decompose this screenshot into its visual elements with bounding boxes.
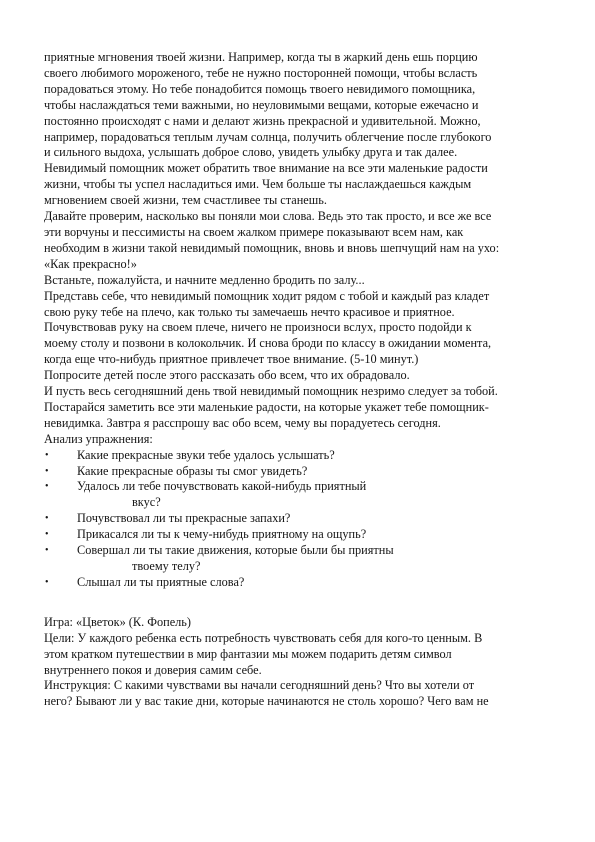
paragraph	[44, 289, 556, 369]
bullet-icon: •	[45, 481, 49, 493]
list-item-text: Почувствовал ли ты прекрасные запахи?	[77, 511, 291, 526]
text-line: внутреннего покоя и доверия самим себе.	[44, 662, 262, 677]
text-line: порадоваться этому. Но тебе понадобится помощь твоего невидимого помощника,	[44, 81, 476, 96]
list-item	[44, 448, 556, 464]
text-line: него? Бывают ли у вас такие дни, которые начинаются не столь хорошо? Чего вам не	[44, 694, 489, 709]
text-line: жизни, чтобы ты успел насладиться ими. Чем больше ты наслаждаешься каждым	[44, 177, 472, 192]
text-line: и сильного выдоха, услышать доброе слово, увидеть улыбку друга и так далее.	[44, 145, 458, 160]
goals-label: Цели:	[44, 630, 75, 645]
list-item-text: Удалось ли тебе почувствовать какой-нибудь приятный	[77, 479, 367, 494]
list-item	[44, 543, 556, 575]
analysis-heading: Анализ упражнения:	[44, 431, 153, 446]
document-page	[44, 50, 556, 710]
text-line: Давайте проверим, насколько вы поняли мои слова. Ведь это так просто, и все же все	[44, 209, 492, 224]
text-line: чтобы наслаждаться теми важными, но неуловимыми вещами, которые ежечасно и	[44, 97, 479, 112]
text-line: мгновением своей жизни, тем счастливее ты станешь.	[44, 193, 327, 208]
list-item-text-continuation: твоему телу?	[132, 559, 201, 573]
text-line: эти ворчуны и пессимисты на своем жалком примере показывают всем нам, как	[44, 224, 464, 239]
text-line: Почувствовав руку на своем плече, ничего не произноси вслух, просто подойди к	[44, 320, 472, 335]
text-line: необходим в жизни такой невидимый помощник, вновь и вновь шепчущий нам на ухо:	[44, 240, 500, 255]
list-item	[44, 511, 556, 527]
text-line: приятные мгновения твоей жизни. Например, когда ты в жаркий день ешь порцию	[44, 50, 478, 64]
paragraph	[44, 209, 556, 273]
text-line: Встаньте, пожалуйста, и начните медленно бродить по залу...	[44, 272, 365, 287]
bullet-icon: •	[45, 545, 49, 557]
text-line: например, порадоваться теплым лучам солнца, получить облегчение после глубокого	[44, 129, 492, 144]
paragraph	[44, 368, 556, 384]
text-line: свою руку тебе на плечо, как только ты замечаешь нечто красивое и приятное.	[44, 304, 455, 319]
list-item-text: Какие прекрасные образы ты смог увидеть?	[77, 463, 308, 478]
text-line	[44, 678, 556, 694]
text-line	[44, 631, 556, 647]
list-item	[44, 479, 556, 511]
instruction-label: Инструкция:	[44, 678, 111, 693]
text-line: когда еще что-нибудь приятное привлечет твое внимание. (5-10 минут.)	[44, 352, 419, 367]
list-item	[44, 527, 556, 543]
list-item-text: Совершал ли ты такие движения, которые были бы приятны	[77, 543, 394, 558]
section-spacer	[44, 591, 556, 615]
text-line: Невидимый помощник может обратить твое внимание на все эти маленькие радости	[44, 161, 488, 176]
analysis-list	[44, 448, 556, 591]
text-line: Попросите детей после этого рассказать обо всем, что их обрадовало.	[44, 368, 410, 383]
bullet-icon: •	[45, 465, 49, 477]
bullet-icon: •	[45, 576, 49, 588]
text-line: Представь себе, что невидимый помощник ходит рядом с тобой и каждый раз кладет	[44, 288, 490, 303]
text-line: своего любимого мороженого, тебе не нужно посторонней помощи, чтобы всласть	[44, 65, 478, 80]
bullet-icon: •	[45, 529, 49, 541]
list-item-text-continuation: вкус?	[132, 495, 161, 510]
list-item	[44, 575, 556, 591]
instruction-paragraph	[44, 678, 556, 710]
goals-text: У каждого ребенка есть потребность чувствовать себя для кого-то ценным. В	[74, 630, 483, 645]
paragraph	[44, 384, 556, 432]
bullet-icon: •	[45, 449, 49, 461]
text-line: Постарайся заметить все эти маленькие радости, на которые укажет тебе помощник-	[44, 399, 489, 414]
list-item-text: Какие прекрасные звуки тебе удалось услышать?	[77, 447, 335, 462]
paragraph	[44, 50, 556, 209]
text-line: моему столу и позвони в колокольчик. И снова броди по классу в ожидании момента,	[44, 336, 492, 351]
text-line: И пусть весь сегодняшний день твой невидимый помощник незримо следует за тобой.	[44, 384, 498, 399]
paragraph	[44, 273, 556, 289]
list-item	[44, 464, 556, 480]
list-item-text: Слышал ли ты приятные слова?	[77, 574, 245, 589]
text-line: невидимка. Завтра я расспрошу вас обо всем, чему вы порадуетесь сегодня.	[44, 415, 441, 430]
goals-paragraph	[44, 631, 556, 679]
instruction-text: С какими чувствами вы начали сегодняшний день? Что вы хотели от	[110, 678, 475, 693]
bullet-icon: •	[45, 513, 49, 525]
text-line: этом кратком путешествии в мир фантазии мы можем подарить детям символ	[44, 646, 452, 661]
text-line: «Как прекрасно!»	[44, 256, 137, 271]
game-title: Игра: «Цветок» (К. Фопель)	[44, 614, 191, 629]
text-line: постоянно происходят с нами и делают жизнь прекрасной и удивительной. Можно,	[44, 113, 481, 128]
list-item-text: Прикасался ли ты к чему-нибудь приятному на ощупь?	[77, 527, 367, 542]
